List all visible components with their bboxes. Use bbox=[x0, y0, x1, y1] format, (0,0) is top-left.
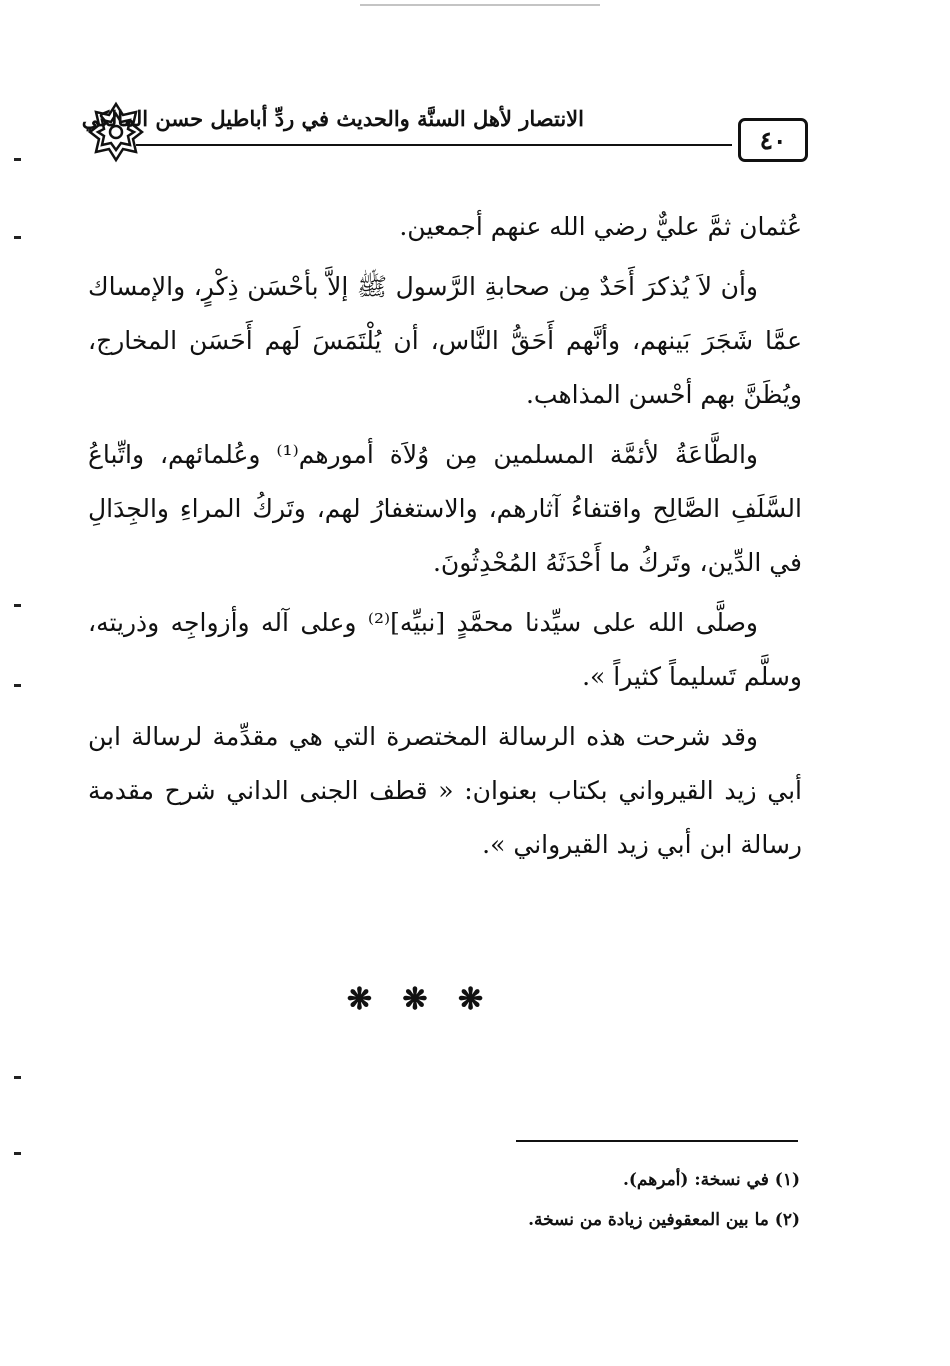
footnotes bbox=[200, 1160, 800, 1240]
header-title: الانتصار لأهل السنَّة والحديث في ردِّ أباطيل حسن المالكي bbox=[81, 106, 584, 131]
paragraph-1: عُثمان ثمَّ عليٌّ رضي الله عنهم أجمعين. bbox=[399, 212, 802, 241]
paragraph-5: وقد شرحت هذه الرسالة المختصرة التي هي مقدِّمة لرسالة ابن أبي زيد القيرواني بكتاب بعنوان: « قطف الجنى الداني شرح مقدمة رسالة ابن أبي زيد القيرواني ». bbox=[88, 722, 802, 859]
octagonal-star-ornament-icon bbox=[88, 100, 144, 164]
margin-mark bbox=[14, 236, 21, 239]
paragraph-3: والطَّاعَةُ لأئمَّة المسلمين مِن وُلاَة أمورهم⁽¹⁾ وعُلمائهم، واتِّباعُ السَّلَفِ الصَّالِح واقتفاءُ آثارهم، والاستغفارُ لهم، وتَركُ المراءِ والجِدَالِ في الدِّين، وتَركُ ما أَحْدَثَهُ المُحْدِثُونَ. bbox=[88, 440, 802, 577]
paragraph-4: وصلَّى الله على سيِّدنا محمَّدٍ [نبيِّه]⁽²⁾ وعلى آله وأزواجِه وذريته، وسلَّم تَسليماً كثيراً ». bbox=[88, 608, 802, 691]
margin-mark bbox=[14, 1152, 21, 1155]
margin-mark bbox=[14, 1076, 21, 1079]
footnote-2: (٢) ما بين المعقوفين زيادة من نسخة. bbox=[528, 1210, 800, 1230]
footnote-rule bbox=[516, 1140, 798, 1142]
running-header bbox=[81, 100, 810, 172]
margin-mark bbox=[14, 604, 21, 607]
main-text bbox=[88, 200, 802, 872]
margin-mark bbox=[14, 684, 21, 687]
footnote-1: (١) في نسخة: (أمرهم). bbox=[622, 1170, 800, 1190]
header-rule bbox=[136, 144, 732, 146]
top-scan-rule bbox=[360, 4, 600, 6]
page-number: ٤٠ bbox=[738, 118, 808, 162]
margin-mark bbox=[14, 158, 21, 161]
section-separator: ❋ ❋ ❋ bbox=[346, 982, 494, 1017]
paragraph-2: وأن لاَ يُذكرَ أَحَدٌ مِن صحابةِ الرَّسول ﷺ إلاَّ بأحْسَن ذِكْرٍ، والإمساك عمَّا شَجَرَ بَينهم، وأنَّهم أَحَقُّ النَّاس، أن يُلْتَمَسَ لَهم أَحَسَن المخارج، ويُظَنَّ بهم أحْسن المذاهب. bbox=[88, 272, 802, 409]
